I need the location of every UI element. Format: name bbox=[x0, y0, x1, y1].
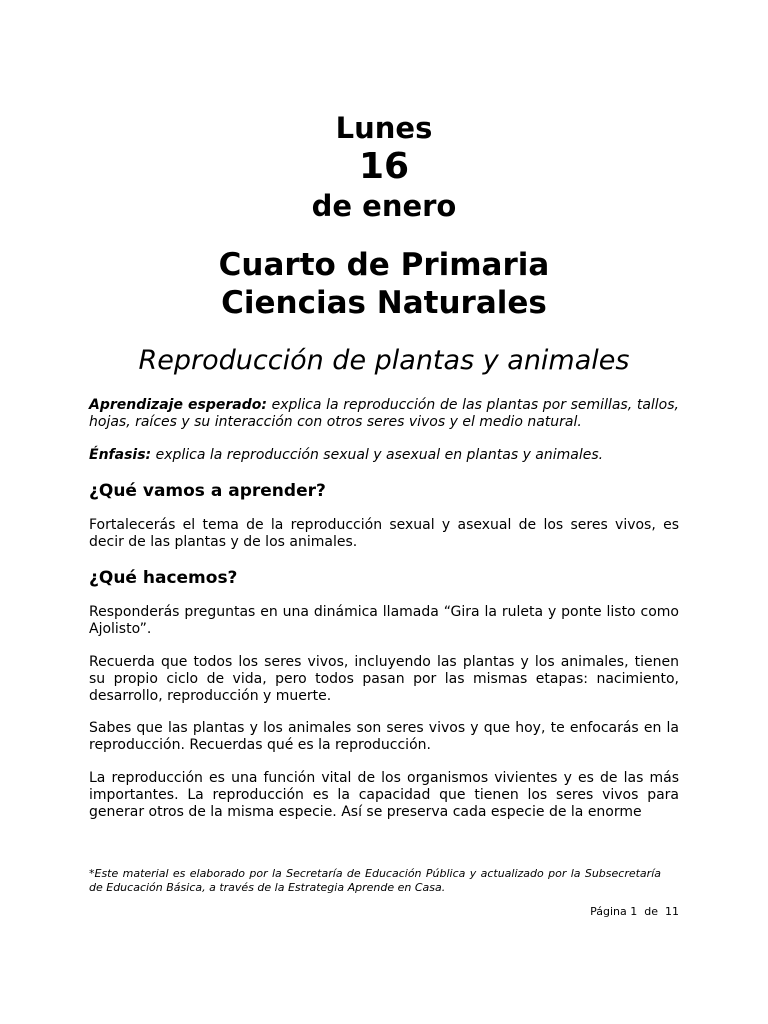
paragraph-do-4: La reproducción es una función vital de los organismos vivientes y es de las más importantes. La reproducción es la capacidad que tienen los seres vivos para generar otros de la misma especie. Así se preserva cada especie de la enorme bbox=[89, 770, 679, 820]
footer-note: *Este material es elaborado por la Secretaría de Educación Pública y actualizado por la Subsecretaría de Educación Básica, a través de la Estrategia Aprende en Casa. bbox=[89, 867, 661, 894]
page-number: Página 1 de 11 bbox=[590, 905, 679, 918]
paragraph-do-1: Responderás preguntas en una dinámica llamada “Gira la ruleta y ponte listo como Ajolisto”. bbox=[89, 604, 679, 637]
emphasis-label: Énfasis: bbox=[89, 447, 152, 463]
emphasis bbox=[89, 447, 679, 464]
subject-title: Ciencias Naturales bbox=[221, 285, 547, 321]
section-heading-learn: ¿Qué vamos a aprender? bbox=[89, 481, 326, 501]
section-heading-do: ¿Qué hacemos? bbox=[89, 568, 238, 588]
day-label: Lunes bbox=[335, 111, 433, 145]
paragraph-do-3: Sabes que las plantas y los animales son seres vivos y que hoy, te enfocarás en la reproducción. Recuerdas qué es la reproducción. bbox=[89, 720, 679, 753]
paragraph-learn: Fortalecerás el tema de la reproducción sexual y asexual de los seres vivos, es decir de las plantas y de los animales. bbox=[89, 517, 679, 550]
learning-text: explica la reproducción de las plantas por semillas, tallos, hojas, raíces y su interacción con otros seres vivos y el medio natural. bbox=[89, 397, 679, 430]
learning-expected bbox=[89, 397, 679, 431]
date-number: 16 bbox=[358, 146, 410, 187]
paragraph-do-2: Recuerda que todos los seres vivos, incluyendo las plantas y los animales, tienen su propio ciclo de vida, pero todos pasan por las mismas etapas: nacimiento, desarrollo, reproducción y muerte. bbox=[89, 654, 679, 704]
emphasis-text: explica la reproducción sexual y asexual en plantas y animales. bbox=[151, 447, 604, 463]
grade-title: Cuarto de Primaria bbox=[218, 247, 550, 283]
month-label: de enero bbox=[311, 189, 457, 223]
topic-title: Reproducción de plantas y animales bbox=[138, 345, 630, 376]
learning-label: Aprendizaje esperado: bbox=[89, 397, 267, 413]
